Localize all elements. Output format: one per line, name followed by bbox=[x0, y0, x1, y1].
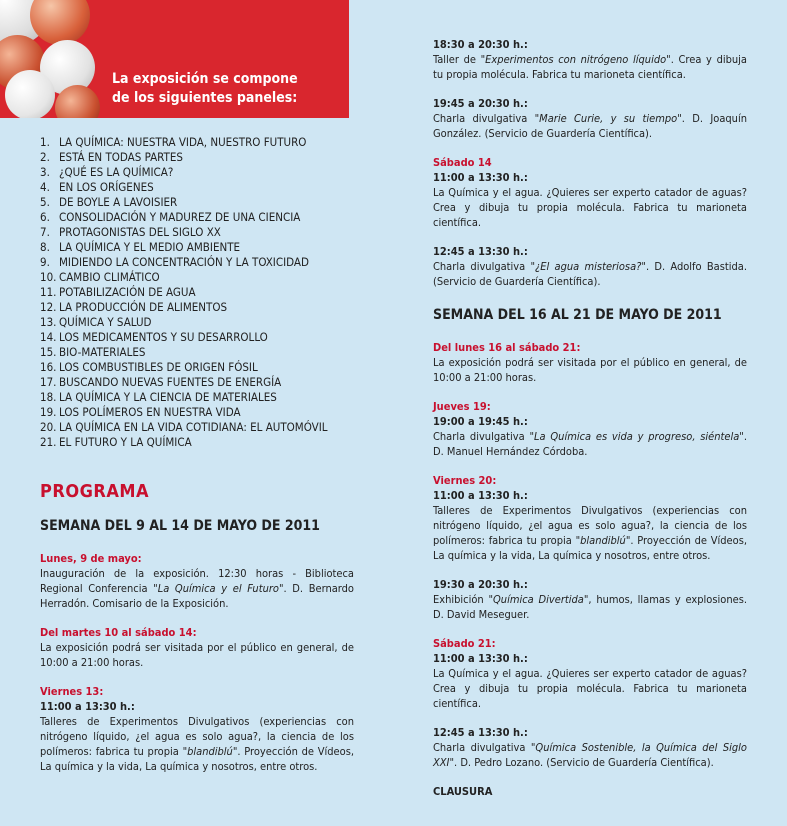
event-text: Exhibición "Química Divertida", humos, llamas y explosiones. D. David Meseguer. bbox=[433, 593, 747, 621]
event-viernes-20 bbox=[433, 473, 747, 563]
panel-item bbox=[40, 300, 340, 315]
panels-intro bbox=[112, 70, 298, 108]
panel-item bbox=[40, 270, 340, 285]
event-text: Talleres de Experimentos Divulgativos (experiencias con nitrógeno líquido, ¿el agua es solo agua?, la ciencia de los polímeros: fabrica tu propia "blandiblú". Proyección de Vídeos, La química y la vida, La química y nosotros, entre otros. bbox=[433, 504, 747, 562]
panels-intro-line2: de los siguientes paneles: bbox=[112, 90, 298, 106]
panel-item bbox=[40, 315, 340, 330]
panel-label: LA PRODUCCIÓN DE ALIMENTOS bbox=[59, 300, 228, 314]
panel-label: LOS MEDICAMENTOS Y SU DESARROLLO bbox=[59, 330, 268, 344]
panel-label: EL FUTURO Y LA QUÍMICA bbox=[59, 435, 192, 449]
panel-item bbox=[40, 390, 340, 405]
header-banner bbox=[0, 0, 349, 118]
event-text: Charla divulgativa "Marie Curie, y su tiempo". D. Joaquín González. (Servicio de Guardería Científica). bbox=[433, 112, 747, 140]
event-text: Charla divulgativa "La Química es vida y progreso, siéntela". D. Manuel Hernández Córdoba. bbox=[433, 430, 747, 458]
event-time: 11:00 a 13:30 h.: bbox=[433, 652, 528, 665]
panel-item bbox=[40, 150, 340, 165]
molecule-ball-icon bbox=[5, 70, 55, 118]
panel-label: LOS POLÍMEROS EN NUESTRA VIDA bbox=[59, 405, 241, 419]
panel-item bbox=[40, 165, 340, 180]
panel-item bbox=[40, 360, 340, 375]
event-viernes-13 bbox=[40, 684, 354, 774]
panel-label: QUÍMICA Y SALUD bbox=[59, 315, 152, 329]
panel-item bbox=[40, 420, 340, 435]
event-time: 11:00 a 13:30 h.: bbox=[40, 700, 135, 713]
event-day: Lunes, 9 de mayo: bbox=[40, 552, 142, 565]
panel-label: LOS COMBUSTIBLES DE ORIGEN FÓSIL bbox=[59, 360, 258, 374]
panel-item bbox=[40, 435, 340, 450]
week1-schedule-left bbox=[40, 551, 354, 788]
event-text: Inauguración de la exposición. 12:30 horas - Biblioteca Regional Conferencia "La Química y el Futuro". D. Bernardo Herradón. Comisario de la Exposición. bbox=[40, 567, 354, 610]
panel-item bbox=[40, 345, 340, 360]
week1-title: SEMANA DEL 9 AL 14 DE MAYO DE 2011 bbox=[40, 518, 320, 534]
panel-item bbox=[40, 285, 340, 300]
event-text: La Química y el agua. ¿Quieres ser experto catador de aguas? Crea y dibuja tu propia molécula. Fabrica tu marioneta científica. bbox=[433, 667, 747, 710]
panel-number: 21. bbox=[40, 435, 57, 449]
event-viernes-13-evening bbox=[433, 37, 747, 82]
event-day: Jueves 19: bbox=[433, 400, 491, 413]
panel-label: EN LOS ORÍGENES bbox=[59, 180, 154, 194]
event-time: 11:00 a 13:30 h.: bbox=[433, 171, 528, 184]
panel-label: LA QUÍMICA: NUESTRA VIDA, NUESTRO FUTURO bbox=[59, 135, 307, 149]
panel-item bbox=[40, 375, 340, 390]
event-time: 11:00 a 13:30 h.: bbox=[433, 489, 528, 502]
molecule-ball-icon bbox=[55, 85, 100, 118]
event-lunes-16 bbox=[433, 340, 747, 385]
panel-number: 12. bbox=[40, 300, 57, 314]
event-day: Sábado 21: bbox=[433, 637, 496, 650]
week2-schedule bbox=[433, 340, 747, 799]
event-viernes-20-exhibicion bbox=[433, 577, 747, 622]
panel-number: 2. bbox=[40, 150, 50, 164]
panel-item bbox=[40, 135, 340, 150]
panel-label: ESTÁ EN TODAS PARTES bbox=[59, 150, 183, 164]
event-time: 19:30 a 20:30 h.: bbox=[433, 578, 528, 591]
event-day: Viernes 13: bbox=[40, 685, 104, 698]
event-lunes-9 bbox=[40, 551, 354, 611]
event-text: Talleres de Experimentos Divulgativos (experiencias con nitrógeno líquido, ¿el agua es solo agua?, la ciencia de los polímeros: fabrica tu propia "blandiblú". Proyección de Vídeos, La química y la vida, La química y nosotros, entre otros. bbox=[40, 715, 354, 773]
panel-number: 3. bbox=[40, 165, 50, 179]
panel-label: BUSCANDO NUEVAS FUENTES DE ENERGÍA bbox=[59, 375, 282, 389]
panel-number: 5. bbox=[40, 195, 50, 209]
event-day: Sábado 14 bbox=[433, 156, 492, 169]
panel-label: LA QUÍMICA Y LA CIENCIA DE MATERIALES bbox=[59, 390, 277, 404]
panel-label: LA QUÍMICA Y EL MEDIO AMBIENTE bbox=[59, 240, 241, 254]
panel-number: 10. bbox=[40, 270, 57, 284]
event-text: La Química y el agua. ¿Quieres ser experto catador de aguas? Crea y dibuja tu propia molécula. Fabrica tu marioneta científica. bbox=[433, 186, 747, 229]
event-text: Charla divulgativa "¿El agua misteriosa?". D. Adolfo Bastida. (Servicio de Guardería Científica). bbox=[433, 260, 747, 288]
event-time: 19:45 a 20:30 h.: bbox=[433, 97, 528, 110]
panel-number: 8. bbox=[40, 240, 50, 254]
panel-number: 13. bbox=[40, 315, 57, 329]
event-sabado-14 bbox=[433, 155, 747, 230]
event-sabado-14-charla bbox=[433, 244, 747, 289]
event-day: Viernes 20: bbox=[433, 474, 497, 487]
molecule-ball-icon bbox=[30, 0, 90, 45]
event-text: La exposición podrá ser visitada por el público en general, de 10:00 a 21:00 horas. bbox=[40, 641, 354, 669]
event-day: Del martes 10 al sábado 14: bbox=[40, 626, 197, 639]
event-time: 12:45 a 13:30 h.: bbox=[433, 726, 528, 739]
panel-number: 20. bbox=[40, 420, 57, 434]
panel-item bbox=[40, 210, 340, 225]
panel-label: CONSOLIDACIÓN Y MADUREZ DE UNA CIENCIA bbox=[59, 210, 301, 224]
panels-list bbox=[40, 135, 340, 450]
event-time: 12:45 a 13:30 h.: bbox=[433, 245, 528, 258]
panel-item bbox=[40, 225, 340, 240]
week1-schedule-right bbox=[433, 37, 747, 303]
panel-item bbox=[40, 405, 340, 420]
panel-label: MIDIENDO LA CONCENTRACIÓN Y LA TOXICIDAD bbox=[59, 255, 309, 269]
event-text: La exposición podrá ser visitada por el público en general, de 10:00 a 21:00 horas. bbox=[433, 356, 747, 384]
panel-number: 4. bbox=[40, 180, 50, 194]
event-text: Charla divulgativa "Química Sostenible, la Química del Siglo XXI". D. Pedro Lozano. (Servicio de Guardería Científica). bbox=[433, 741, 747, 769]
panel-number: 7. bbox=[40, 225, 50, 239]
panel-item bbox=[40, 255, 340, 270]
panel-number: 15. bbox=[40, 345, 57, 359]
panel-number: 14. bbox=[40, 330, 57, 344]
panel-label: CAMBIO CLIMÁTICO bbox=[59, 270, 160, 284]
programa-heading: PROGRAMA bbox=[40, 481, 150, 502]
event-sabado-21-charla bbox=[433, 725, 747, 770]
panel-number: 17. bbox=[40, 375, 57, 389]
panel-label: LA QUÍMICA EN LA VIDA COTIDIANA: EL AUTOMÓVIL bbox=[59, 420, 328, 434]
panels-intro-line1: La exposición se compone bbox=[112, 71, 298, 87]
event-sabado-21 bbox=[433, 636, 747, 711]
panel-label: ¿QUÉ ES LA QUÍMICA? bbox=[59, 165, 174, 179]
panel-item bbox=[40, 195, 340, 210]
event-text: Taller de "Experimentos con nitrógeno líquido". Crea y dibuja tu propia molécula. Fabrica tu marioneta científica. bbox=[433, 53, 747, 81]
event-martes-10 bbox=[40, 625, 354, 670]
panel-label: BIO-MATERIALES bbox=[59, 345, 146, 359]
panel-number: 18. bbox=[40, 390, 57, 404]
event-jueves-19 bbox=[433, 399, 747, 459]
clausura-label: CLAUSURA bbox=[433, 785, 493, 798]
panel-number: 9. bbox=[40, 255, 50, 269]
panel-label: DE BOYLE A LAVOISIER bbox=[59, 195, 178, 209]
panel-label: POTABILIZACIÓN DE AGUA bbox=[59, 285, 196, 299]
event-viernes-13-charla bbox=[433, 96, 747, 141]
panel-number: 16. bbox=[40, 360, 57, 374]
panel-number: 1. bbox=[40, 135, 50, 149]
panel-item bbox=[40, 180, 340, 195]
panel-item bbox=[40, 240, 340, 255]
event-day: Del lunes 16 al sábado 21: bbox=[433, 341, 581, 354]
event-time: 19:00 a 19:45 h.: bbox=[433, 415, 528, 428]
panel-number: 19. bbox=[40, 405, 57, 419]
panel-label: PROTAGONISTAS DEL SIGLO XX bbox=[59, 225, 221, 239]
panel-item bbox=[40, 330, 340, 345]
panel-number: 6. bbox=[40, 210, 50, 224]
week2-title: SEMANA DEL 16 AL 21 DE MAYO DE 2011 bbox=[433, 307, 722, 323]
panel-number: 11. bbox=[40, 285, 57, 299]
event-time: 18:30 a 20:30 h.: bbox=[433, 38, 528, 51]
